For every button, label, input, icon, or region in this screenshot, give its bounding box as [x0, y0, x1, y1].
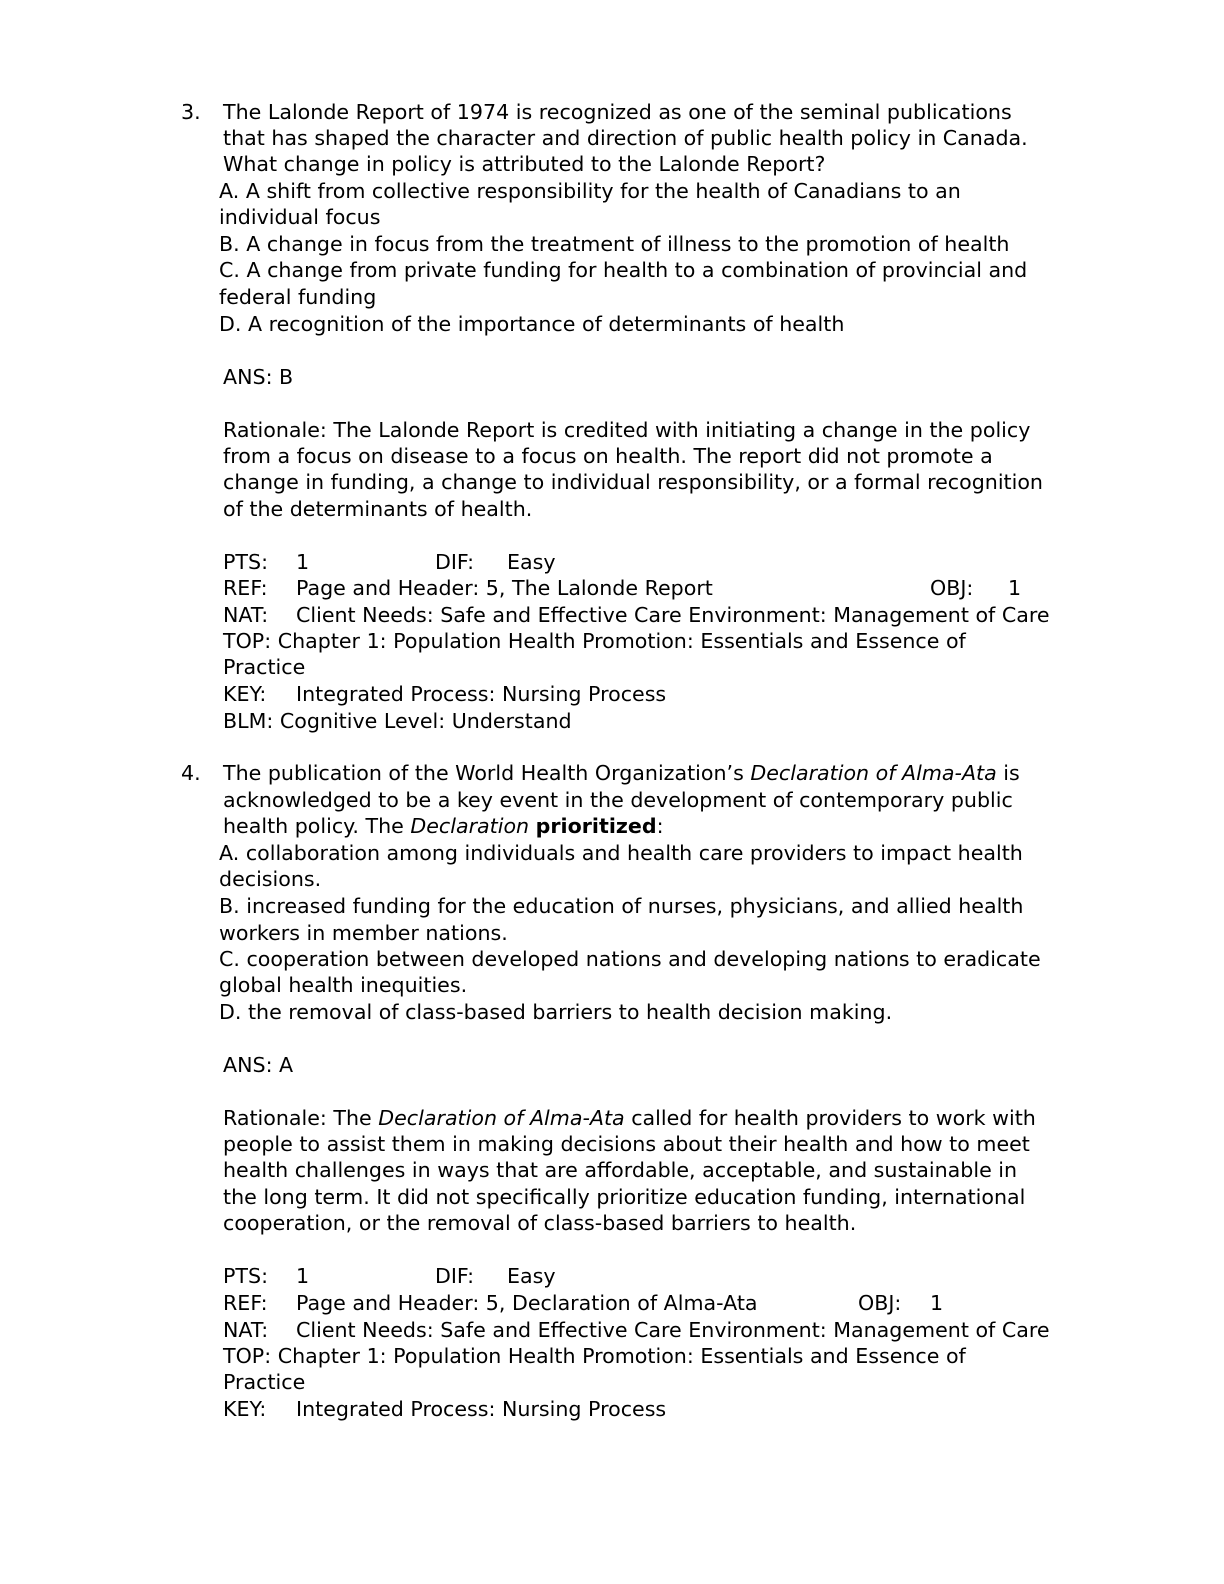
option-b-continued: workers in member nations.: [219, 921, 508, 945]
top-line-continued: Practice: [223, 1370, 306, 1394]
rationale-line: people to assist them in making decisions about their health and how to meet: [223, 1132, 1030, 1156]
nat-value: Client Needs: Safe and Effective Care Environment: Management of Care: [296, 603, 1050, 627]
question-stem-line: What change in policy is attributed to the Lalonde Report?: [223, 152, 826, 176]
rationale-line: cooperation, or the removal of class-based barriers to health.: [223, 1211, 857, 1235]
answer: ANS: A: [223, 1053, 294, 1077]
option-b: B. increased funding for the education of nurses, physicians, and allied health: [219, 894, 1024, 918]
dif-label: DIF:: [435, 550, 475, 574]
publication-title: Declaration of Alma-Ata: [750, 761, 997, 785]
rationale-text: Rationale: The: [223, 1106, 379, 1130]
ref-label: REF:: [223, 576, 268, 600]
rationale-line: change in funding, a change to individual responsibility, or a formal recognition: [223, 470, 1043, 494]
question-number: 3.: [181, 100, 201, 124]
option-c-continued: global health inequities.: [219, 973, 468, 997]
stem-text: health policy. The: [223, 814, 411, 838]
ref-value: Page and Header: 5, Declaration of Alma-Ata: [296, 1291, 758, 1315]
rationale-line: the long term. It did not specifically prioritize education funding, international: [223, 1185, 1026, 1209]
option-a: A. collaboration among individuals and health care providers to impact health: [219, 841, 1023, 865]
pts-value: 1: [296, 550, 310, 574]
obj-value: 1: [930, 1291, 944, 1315]
nat-label: NAT:: [223, 1318, 269, 1342]
stem-text: is: [996, 761, 1020, 785]
option-d: D. A recognition of the importance of determinants of health: [219, 312, 845, 336]
option-c: C. cooperation between developed nations and developing nations to eradicate: [219, 947, 1041, 971]
rationale-text: called for health providers to work with: [624, 1106, 1036, 1130]
key-label: KEY:: [223, 682, 267, 706]
key-label: KEY:: [223, 1397, 267, 1421]
obj-value: 1: [1008, 576, 1022, 600]
question-stem-line: [223, 760, 1020, 786]
obj-label: OBJ:: [858, 1291, 902, 1315]
pts-value: 1: [296, 1264, 310, 1288]
publication-title: Declaration of Alma-Ata: [378, 1106, 625, 1130]
top-line-continued: Practice: [223, 655, 306, 679]
top-line: TOP: Chapter 1: Population Health Promotion: Essentials and Essence of: [223, 629, 966, 653]
question-number: 4.: [181, 761, 201, 785]
option-a: A. A shift from collective responsibility for the health of Canadians to an: [219, 179, 961, 203]
rationale-line: from a focus on disease to a focus on health. The report did not promote a: [223, 444, 993, 468]
nat-value: Client Needs: Safe and Effective Care Environment: Management of Care: [296, 1318, 1050, 1342]
emphasis-keyword: prioritized: [535, 814, 657, 838]
dif-value: Easy: [507, 1264, 556, 1288]
option-c-continued: federal funding: [219, 285, 377, 309]
key-value: Integrated Process: Nursing Process: [296, 682, 667, 706]
obj-label: OBJ:: [930, 576, 974, 600]
stem-text: The publication of the World Health Organization’s: [223, 761, 751, 785]
question-stem-line: The Lalonde Report of 1974 is recognized as one of the seminal publications: [223, 100, 1012, 124]
question-stem-line: [223, 813, 664, 839]
rationale-line: health challenges in ways that are affordable, acceptable, and sustainable in: [223, 1158, 1018, 1182]
rationale-line: of the determinants of health.: [223, 497, 533, 521]
option-b: B. A change in focus from the treatment of illness to the promotion of health: [219, 232, 1010, 256]
publication-title: Declaration: [410, 814, 530, 838]
ref-label: REF:: [223, 1291, 268, 1315]
rationale-line: [223, 1105, 1036, 1131]
answer: ANS: B: [223, 365, 294, 389]
question-stem-line: acknowledged to be a key event in the development of contemporary public: [223, 788, 1013, 812]
blm-line: BLM: Cognitive Level: Understand: [223, 709, 572, 733]
option-a-continued: individual focus: [219, 205, 381, 229]
option-a-continued: decisions.: [219, 867, 322, 891]
ref-value: Page and Header: 5, The Lalonde Report: [296, 576, 713, 600]
key-value: Integrated Process: Nursing Process: [296, 1397, 667, 1421]
dif-value: Easy: [507, 550, 556, 574]
nat-label: NAT:: [223, 603, 269, 627]
top-line: TOP: Chapter 1: Population Health Promotion: Essentials and Essence of: [223, 1344, 966, 1368]
question-stem-line: that has shaped the character and direction of public health policy in Canada.: [223, 126, 1028, 150]
pts-label: PTS:: [223, 550, 269, 574]
stem-text: :: [656, 814, 664, 838]
option-d: D. the removal of class-based barriers to health decision making.: [219, 1000, 893, 1024]
rationale-line: Rationale: The Lalonde Report is credited with initiating a change in the policy: [223, 418, 1031, 442]
pts-label: PTS:: [223, 1264, 269, 1288]
option-c: C. A change from private funding for health to a combination of provincial and: [219, 258, 1028, 282]
dif-label: DIF:: [435, 1264, 475, 1288]
